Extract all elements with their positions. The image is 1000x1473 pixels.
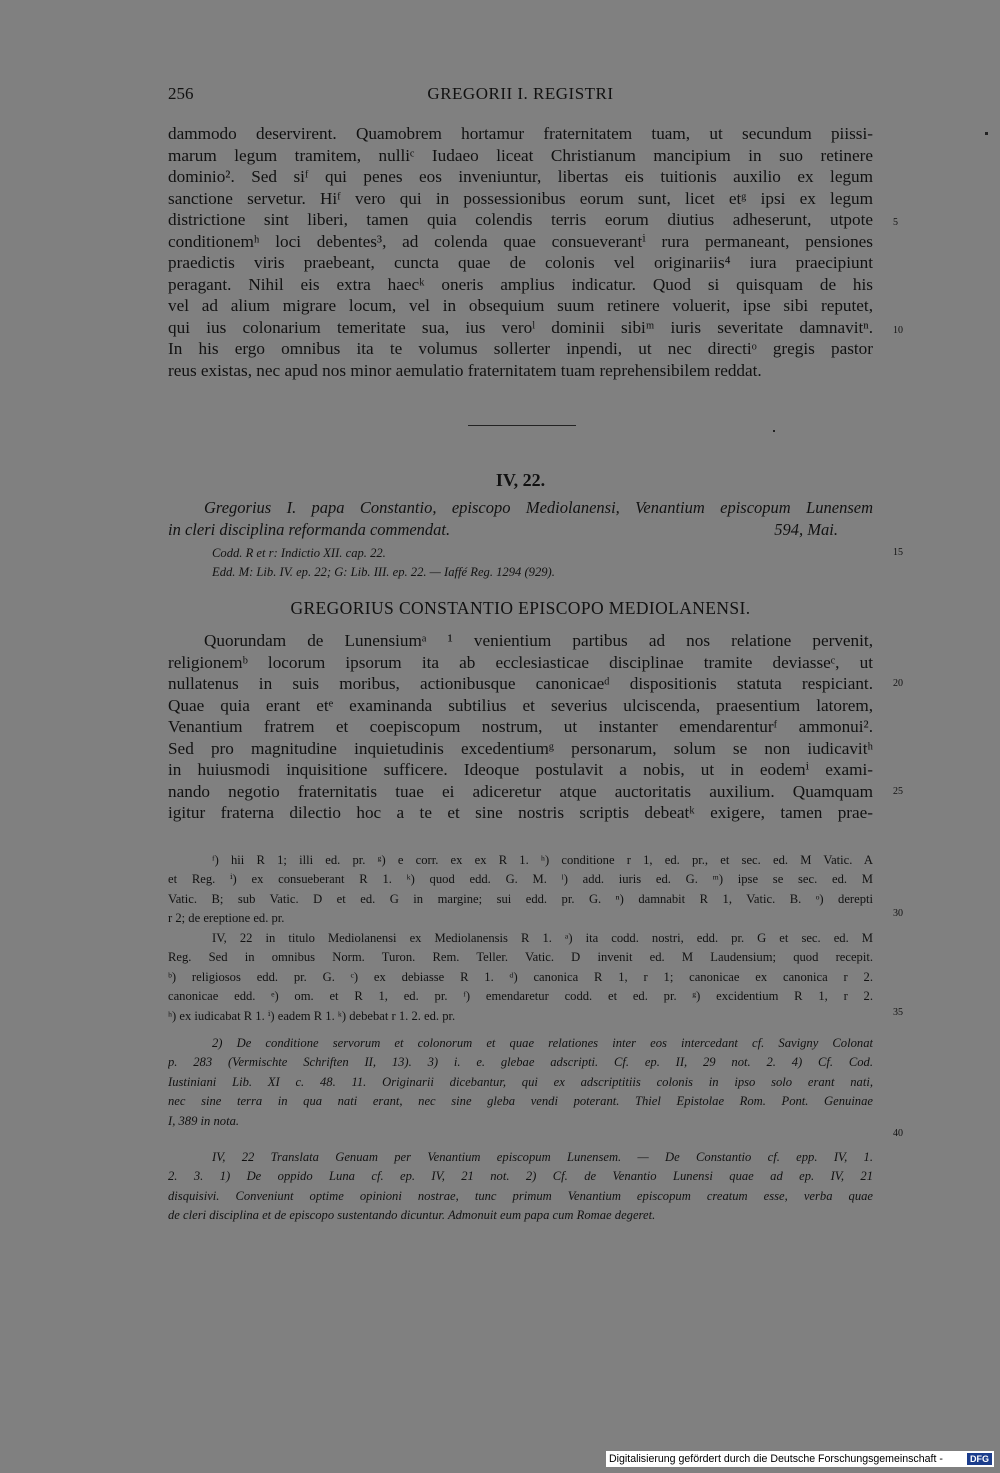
text-line: conditionemʰ loci debentes³, ad colenda quae consueverantⁱ rura permaneant, pensiones [168,231,873,251]
dfg-logo: DFG [967,1453,992,1465]
section-divider [468,425,576,426]
line-number: 5 [893,217,898,228]
footnotes-text [168,851,873,929]
text-line: peragant. Nihil eis extra haecᵏ oneris amplius indicatur. Quod si quisquam de his [168,274,873,294]
line-number: 20 [893,678,903,689]
summary-text: in cleri disciplina reformanda commendat. [168,519,451,539]
epistle-summary [168,497,873,540]
text-line: districtione sint liberi, tamen quia colendis terris eorum diutius adheserunt, utpote [168,210,873,229]
text-line: nando negotio fraternitatis tuae ei adiceretur atque auctoritatis auxilium. Quamquam [168,781,873,801]
footnote-line: 2) De conditione servorum et colonorum et quae relationes inter eos intercedant cf. Savigny Colonat [212,1036,873,1050]
footnotes-commentary [168,1034,873,1131]
running-title: GREGORII I. REGISTRI [427,84,614,103]
text-line: religionemᵇ locorum ipsorum ita ab ecclesiasticae disciplinae tramite deviasseᶜ, ut [168,652,873,672]
text-line: nullatenus in suis moribus, actionibusque canonicaeᵈ dispositionis statuta respiciant. [168,674,873,693]
footnote-line: Iustiniani Lib. XI c. 48. 11. Originarii dicebantur, qui ex adscriptitiis colonis in ipso solo erant nati, [168,1074,873,1089]
text-line: in huiusmodi inquisitione sufficere. Ideoque postulavit a nobis, ut in eodemⁱ exami- [168,760,873,779]
footnote-line: Vatic. B; sub Vatic. D et ed. G in margine; sui edd. pr. G. ⁿ) damnabit R 1, Vatic. B. ᵒ) derepti [168,891,873,906]
line-number: 40 [893,1128,903,1139]
text-line: marum legum tramitem, nulliᶜ Iudaeo liceat Christianum mancipium in suo retinere [168,145,873,165]
footnote-line: ʰ) ex iudicabat R 1. ⁱ) eadem R 1. ᵏ) debebat r 1. 2. ed. pr. [168,1008,456,1023]
line-number: 35 [893,1007,903,1018]
footnote-line: ᶠ) hii R 1; illi ed. pr. ᵍ) e corr. ex ex R 1. ʰ) conditione r 1, ed. pr., et sec. ed. M Vatic. A [212,853,873,867]
footer-text: Digitalisierung gefördert durch die Deutsche Forschungsgemeinschaft - [609,1453,943,1465]
codex-line: Codd. R et r: Indictio XII. cap. 22. [212,546,386,560]
letter-title: GREGORIUS CONSTANTIO EPISCOPO MEDIOLANENSI. [290,598,751,618]
text-line: dominio². Sed siᶠ qui penes eos inveniuntur, libertas eis tuitionis auxilio ex legum [168,167,873,186]
text-line: sanctione servetur. Hiᶠ vero qui in possessionibus eorum sunt, licet etᵍ ipsi ex legum [168,188,873,208]
text-line: In his ergo omnibus ita te volumus sollerter inpendi, ut nec directiᵒ gregis pastor [168,339,873,358]
text-line: dammodo deservirent. Quamobrem hortamur fraternitatem tuam, ut secundum piissi- [168,124,873,143]
text-line: Quae quia erant etᵉ examinanda subtilius et severius ulciscenda, praesentium latorem, [168,695,873,715]
epistle-number: IV, 22. [495,470,546,490]
footnote-line: IV, 22 in titulo Mediolanensi ex Mediolanensis R 1. ᵃ) ita codd. nostri, edd. pr. G et sec. ed. M [212,931,873,945]
footnote-line: de cleri disciplina et de episcopo sustentando dicuntur. Admonuit eum papa cum Romae degeret. [168,1208,656,1223]
digitization-footer [606,1451,994,1467]
line-number: 10 [893,325,903,336]
footnotes-commentary-2 [168,1148,873,1226]
codex-line: Edd. M: Lib. IV. ep. 22; G: Lib. III. ep. 22. — Iaffé Reg. 1294 (929). [212,565,555,580]
summary-date: 594, Mai. [774,519,838,539]
footnote-line: disquisivi. Conveniunt optime opinioni nostrae, tunc primum Venantium episcopum creatum esse, verba quae [168,1188,873,1203]
scan-speck [985,132,988,135]
footnote-line: r 2; de ereptione ed. pr. [168,911,285,926]
codices-list [212,544,812,583]
footnote-line: nec sine terra in qua nati erant, nec sine gleba vendi poterant. Thiel Epistolae Rom. Pont. Genuinae [168,1094,873,1109]
text-line: vel ad alium migrare locum, vel in obsequium suum retinere voluerit, ipse sibi reputet, [168,296,873,315]
line-number: 30 [893,908,903,919]
text-line: reus existas, nec apud nos minor aemulatio fraternitatem tuam reprehensibilem reddat. [168,360,762,380]
footnotes-apparatus [168,929,873,1026]
body-text-letter [168,630,873,824]
body-text-top [168,123,873,381]
scan-speck [773,430,775,432]
page-header [168,84,873,108]
text-line: Venantium fratrem et coepiscopum nostrum, ut instanter emendarenturᶠ ammonui². [168,717,873,736]
page-number: 256 [168,84,194,103]
footnote-line: ᵇ) religiosos edd. pr. G. ᶜ) ex debiasse R 1. ᵈ) canonica R 1, r 1; canonicae ex canonica r 2. [168,969,873,984]
line-number: 15 [893,547,903,558]
footnote-line: canonicae edd. ᵉ) om. et R 1, ed. pr. ᶠ) emendaretur codd. et ed. pr. ᵍ) excidentium R 1, r 2. [168,989,873,1004]
footnote-line: 2. 3. 1) De oppido Luna cf. ep. IV, 21 not. 2) Cf. de Venantio Lunensi quae ad ep. IV, 21 [168,1169,873,1184]
text-line: praedictis viris praebeant, cuncta quae de colonis vel originariis⁴ iura praecipiunt [168,253,873,272]
footnote-line: IV, 22 Translata Genuam per Venantium episcopum Lunensem. — De Constantio cf. epp. IV, 1. [212,1150,873,1164]
line-number: 25 [893,786,903,797]
footnote-line: I, 389 in nota. [168,1113,240,1128]
footnote-line: p. 283 (Vermischte Schriften II, 13). 3) i. e. glebae adscripti. Cf. ep. II, 29 not. 2. 4) Cf. Cod. [168,1055,873,1070]
summary-line: Gregorius I. papa Constantio, episcopo Mediolanensi, Venantium episcopum Lunensem [204,498,873,517]
text-line: igitur fraterna dilectio hoc a te et sine nostris scriptis debeatᵏ exigere, tamen prae- [168,803,873,822]
text-line: qui ius colonarium temeritate sua, ius veroˡ dominii sibiᵐ iuris severitate damnavitⁿ. [168,317,873,337]
text-line: Sed pro magnitudine inquietudinis excedentiumᵍ personarum, solum se non iudicavitʰ [168,738,873,758]
footnote-line: et Reg. ⁱ) ex consueberant R 1. ᵏ) quod edd. G. M. ˡ) add. iuris ed. G. ᵐ) ipse se sec. ed. M [168,872,873,887]
footnote-line: Reg. Sed in omnibus Norm. Turon. Rem. Teller. Vatic. D invenit ed. M Laudensium; quod recepit. [168,950,873,965]
text-line: Quorundam de Lunensiumᵃ ¹ venientium partibus ad nos relatione pervenit, [204,631,873,650]
summary-line [168,519,838,541]
